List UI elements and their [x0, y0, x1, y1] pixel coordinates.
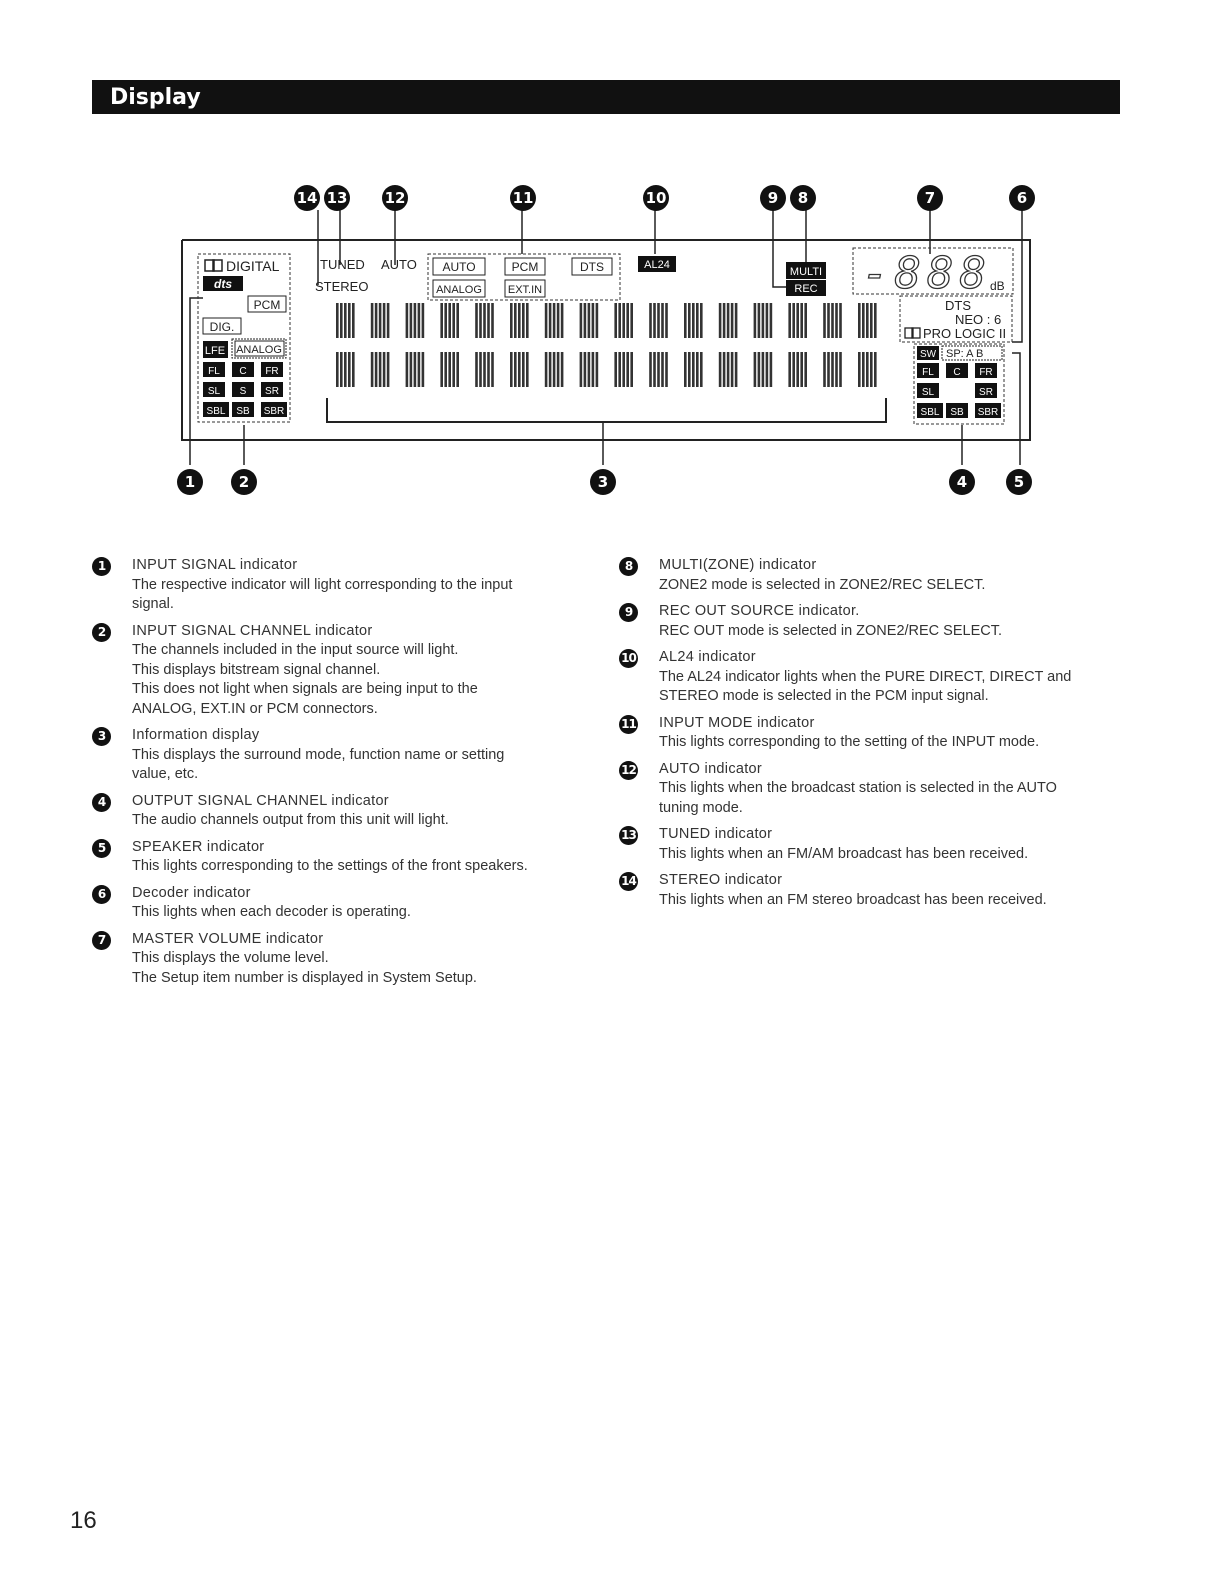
speaker-ab-indicator [942, 346, 1002, 360]
description-item-5 [92, 838, 592, 877]
callout-7-label: 7 [924, 189, 936, 207]
description-text: The channels included in the input source will light. [132, 642, 459, 658]
input-mode-group [428, 254, 620, 300]
rec-label: REC [794, 283, 818, 295]
description-text: The AL24 indicator lights when the PURE DIRECT, DIRECT and [659, 668, 1072, 685]
description-item-12 [619, 760, 1129, 819]
matrix-character [719, 352, 738, 387]
description-number-badge: 9 [619, 603, 638, 622]
channel-c [946, 363, 968, 378]
dts-logo-indicator [203, 276, 243, 291]
channel-fr [261, 362, 283, 377]
matrix-character [684, 303, 703, 338]
callout-11-label: 11 [512, 189, 534, 207]
decoder-indicator [900, 296, 1012, 342]
matrix-character [580, 303, 599, 338]
callout-1 [177, 469, 203, 495]
page-number: 16 [70, 1507, 97, 1534]
description-title: OUTPUT SIGNAL CHANNEL indicator [132, 792, 389, 809]
multi-label: MULTI [789, 266, 823, 278]
channel-label: SBL [206, 406, 226, 417]
lfe-indicator [203, 341, 228, 358]
matrix-character [823, 303, 842, 338]
description-title: INPUT MODE indicator [659, 714, 815, 731]
description-text: This displays the surround mode, function name or setting [132, 746, 505, 763]
channel-label: SB [950, 407, 964, 418]
channel-sbl [203, 402, 229, 417]
matrix-character [406, 303, 425, 338]
description-text: This lights when an FM/AM broadcast has been received. [659, 845, 1029, 862]
description-text: The Setup item number is displayed in System Setup. [132, 969, 477, 986]
descriptions-left [92, 556, 592, 995]
input-channel-grid [203, 362, 287, 417]
matrix-character [371, 303, 390, 338]
matrix-character [371, 352, 390, 387]
description-item-6 [92, 884, 592, 923]
description-text: This does not light when signals are being input to the [132, 681, 478, 697]
description-number-badge: 10 [619, 649, 638, 668]
description-number-badge: 3 [92, 727, 111, 746]
description-title: INPUT SIGNAL indicator [132, 557, 298, 573]
channel-fl [917, 363, 939, 378]
description-text: REC OUT mode is selected in ZONE2/REC SELECT. [659, 622, 1003, 639]
output-channel-grid [917, 363, 1001, 418]
matrix-character [336, 352, 355, 387]
pcm-indicator [248, 296, 286, 312]
channel-sbr [975, 403, 1001, 418]
channel-sbr [261, 402, 287, 417]
matrix-character [858, 352, 877, 387]
description-title: AUTO indicator [659, 760, 763, 777]
description-item-1 [92, 556, 592, 615]
channel-label: SL [921, 387, 935, 398]
description-text: This lights when the broadcast station is selected in the AUTO [659, 780, 1057, 796]
mode-analog-label: ANALOG [436, 284, 482, 296]
description-number-badge: 13 [619, 826, 638, 845]
matrix-character [406, 352, 425, 387]
description-item-3 [92, 726, 592, 785]
description-text: ANALOG, EXT.IN or PCM connectors. [132, 700, 378, 717]
description-number-badge: 7 [92, 931, 111, 950]
description-title: INPUT SIGNAL CHANNEL indicator [132, 622, 373, 639]
channel-sbl [917, 403, 943, 418]
section-header-bar [92, 80, 1120, 114]
master-volume-indicator [853, 248, 1013, 299]
callout-9 [760, 185, 786, 211]
channel-label: FR [979, 367, 993, 378]
input-signal-group [198, 254, 290, 422]
description-title: Decoder indicator [132, 884, 251, 901]
sw-indicator [917, 346, 939, 360]
matrix-character [580, 352, 599, 387]
stereo-label: STEREO [315, 279, 369, 294]
analog-label: ANALOG [236, 344, 282, 356]
description-text: This lights corresponding to the settings of the front speakers. [132, 858, 528, 874]
channel-label: SR [979, 387, 993, 398]
dts-logo-label: dts [214, 277, 232, 291]
channel-label: C [953, 367, 961, 378]
callout-13-label: 13 [326, 189, 348, 207]
description-text: signal. [132, 596, 174, 612]
decoder-dts-label: DTS [945, 298, 971, 313]
description-number-badge: 11 [619, 715, 638, 734]
mode-analog [433, 280, 485, 297]
matrix-character [614, 352, 633, 387]
rec-indicator [786, 280, 826, 296]
description-item-4 [92, 792, 592, 831]
callout-1-label: 1 [184, 473, 196, 491]
channel-sl [203, 382, 225, 397]
matrix-character [754, 352, 773, 387]
channel-label: SBL [920, 407, 940, 418]
callout-14-label: 14 [296, 189, 318, 207]
channel-label: S [239, 386, 247, 397]
matrix-character [545, 303, 564, 338]
callout-8-label: 8 [797, 189, 809, 207]
channel-label: FL [208, 366, 220, 377]
section-title: Display [110, 85, 201, 110]
matrix-character [475, 352, 494, 387]
matrix-character [649, 352, 668, 387]
description-number-badge: 12 [619, 761, 638, 780]
matrix-character [649, 303, 668, 338]
auto-label: AUTO [381, 257, 417, 272]
callout-2-label: 2 [238, 473, 250, 491]
description-title: MULTI(ZONE) indicator [659, 557, 817, 573]
description-number-badge: 6 [92, 885, 111, 904]
db-label: dB [990, 279, 1005, 293]
description-text: This lights when an FM stereo broadcast has been received. [659, 891, 1047, 908]
mode-auto-label: AUTO [442, 260, 476, 274]
description-text: This lights corresponding to the setting of the INPUT mode. [659, 734, 1040, 750]
description-text: STEREO mode is selected in the PCM input signal. [659, 688, 989, 704]
description-title: REC OUT SOURCE indicator. [659, 603, 860, 619]
callout-7 [917, 185, 943, 211]
matrix-character [684, 352, 703, 387]
callout-badges [177, 185, 1035, 495]
description-text: This displays the volume level. [132, 950, 329, 966]
description-title: TUNED indicator [659, 826, 773, 842]
description-text: The audio channels output from this unit will light. [132, 812, 449, 828]
channel-sl [917, 383, 939, 398]
channel-s [232, 382, 254, 397]
channel-label: SL [207, 386, 221, 397]
description-title: SPEAKER indicator [132, 838, 265, 855]
description-title: MASTER VOLUME indicator [132, 930, 324, 947]
callout-14 [294, 185, 320, 211]
mode-pcm [505, 258, 545, 275]
channel-c [232, 362, 254, 377]
channel-label: C [239, 366, 247, 377]
callout-8 [790, 185, 816, 211]
description-item-9 [619, 602, 1129, 641]
tuned-label: TUNED [320, 257, 365, 272]
description-item-11 [619, 714, 1129, 753]
callout-13 [324, 185, 350, 211]
neo6-label: NEO : 6 [955, 312, 1002, 327]
description-item-14 [619, 871, 1129, 910]
callout-11 [510, 185, 536, 211]
description-title: Information display [132, 727, 260, 743]
description-text: This lights when each decoder is operating. [132, 904, 411, 920]
descriptions-right [619, 556, 1129, 917]
callout-4 [949, 469, 975, 495]
description-number-badge: 2 [92, 623, 111, 642]
description-title: AL24 indicator [659, 649, 756, 665]
callout-5 [1006, 469, 1032, 495]
callout-12-label: 12 [384, 189, 406, 207]
channel-sr [975, 383, 997, 398]
channel-sb [946, 403, 968, 418]
callout-6-label: 6 [1016, 189, 1028, 207]
al24-label: AL24 [644, 259, 670, 271]
mode-pcm-label: PCM [511, 260, 539, 274]
description-number-badge: 14 [619, 872, 638, 891]
callout-10-label: 10 [645, 189, 667, 207]
channel-label: FL [922, 367, 934, 378]
display-diagram [0, 170, 1212, 510]
description-item-8 [619, 556, 1129, 595]
lfe-label: LFE [204, 345, 226, 357]
callout-9-label: 9 [767, 189, 779, 207]
callout-5-label: 5 [1013, 473, 1025, 491]
al24-indicator [638, 256, 676, 272]
mode-auto [433, 258, 485, 275]
description-item-10 [619, 648, 1129, 707]
description-number-badge: 5 [92, 839, 111, 858]
description-title: STEREO indicator [659, 872, 783, 888]
description-text: The respective indicator will light corresponding to the input [132, 576, 513, 593]
matrix-character [440, 303, 459, 338]
matrix-character [440, 352, 459, 387]
matrix-character [858, 303, 877, 338]
callout-2 [231, 469, 257, 495]
sp-ab-label: SP: A B [946, 348, 984, 360]
dig-label: DIG. [209, 320, 235, 334]
description-item-7 [92, 930, 592, 989]
information-display [336, 303, 877, 387]
channel-sb [232, 402, 254, 417]
dolby-digital-indicator [205, 258, 280, 274]
matrix-character [754, 303, 773, 338]
matrix-character [336, 303, 355, 338]
description-number-badge: 4 [92, 793, 111, 812]
channel-label: FR [265, 366, 279, 377]
callout-3-label: 3 [597, 473, 609, 491]
callout-12 [382, 185, 408, 211]
description-text: value, etc. [132, 766, 199, 782]
channel-fr [975, 363, 997, 378]
description-number-badge: 1 [92, 557, 111, 576]
description-number-badge: 8 [619, 557, 638, 576]
description-text: ZONE2 mode is selected in ZONE2/REC SELECT. [659, 576, 986, 593]
matrix-character [788, 303, 807, 338]
channel-sr [261, 382, 283, 397]
channel-label: SB [236, 406, 250, 417]
description-text: This displays bitstream signal channel. [132, 661, 381, 678]
matrix-character [510, 352, 529, 387]
matrix-character [545, 352, 564, 387]
pcm-label: PCM [253, 298, 281, 312]
multi-indicator [786, 262, 826, 279]
matrix-character [510, 303, 529, 338]
mode-dts-label: DTS [580, 260, 604, 274]
pro-logic-label: PRO LOGIC II [923, 326, 1007, 341]
matrix-character [719, 303, 738, 338]
sw-label: SW [919, 349, 937, 360]
dig-indicator [203, 318, 241, 334]
description-item-13 [619, 825, 1129, 864]
callout-3 [590, 469, 616, 495]
channel-label: SBR [977, 407, 999, 418]
channel-label: SBR [263, 406, 285, 417]
mode-extin-label: EXT.IN [507, 284, 543, 296]
analog-indicator [232, 339, 286, 358]
description-text: tuning mode. [659, 799, 743, 816]
matrix-character [823, 352, 842, 387]
callout-10 [643, 185, 669, 211]
mode-extin [505, 280, 545, 297]
matrix-character [788, 352, 807, 387]
description-item-2 [92, 622, 592, 720]
matrix-character [475, 303, 494, 338]
channel-fl [203, 362, 225, 377]
volume-digits: -888 [862, 248, 992, 299]
callout-6 [1009, 185, 1035, 211]
output-signal-group [914, 344, 1004, 424]
dolby-digital-label: DIGITAL [226, 258, 280, 274]
matrix-character [614, 303, 633, 338]
mode-dts [572, 258, 612, 275]
callout-4-label: 4 [956, 473, 968, 491]
channel-label: SR [265, 386, 279, 397]
